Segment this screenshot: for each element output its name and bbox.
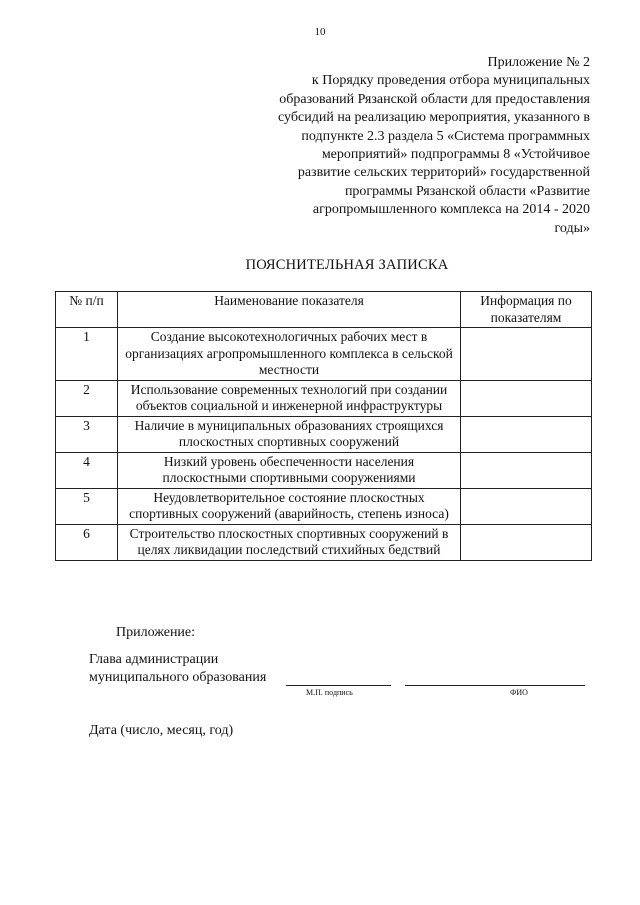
row-number: 6 <box>56 524 118 560</box>
row-name: Неудовлетворительное состояние плоскостных спортивных сооружений (аварийность, степень износа) <box>118 488 461 524</box>
row-number: 3 <box>56 416 118 452</box>
table-row <box>56 328 592 381</box>
row-info <box>461 452 592 488</box>
date-label: Дата (число, месяц, год) <box>89 723 234 738</box>
signature-title-line2: муниципального образования <box>89 670 267 685</box>
appendix-line: программы Рязанской области «Развитие <box>344 183 590 199</box>
table-header-row <box>56 292 592 328</box>
appendix-line: годы» <box>554 220 590 236</box>
row-number: 1 <box>56 328 118 381</box>
row-number: 5 <box>56 488 118 524</box>
indicators-table <box>55 291 592 561</box>
row-number: 2 <box>56 380 118 416</box>
row-info <box>461 416 592 452</box>
table-row <box>56 488 592 524</box>
table-row <box>56 524 592 560</box>
name-line <box>405 671 585 686</box>
row-info <box>461 524 592 560</box>
name-caption: ФИО <box>510 688 528 697</box>
signature-caption: М.П. подпись <box>306 688 353 697</box>
row-name: Низкий уровень обеспеченности населения плоскостными спортивными сооружениями <box>118 452 461 488</box>
appendix-line: развитие сельских территорий» государственной <box>297 165 590 181</box>
table-row <box>56 416 592 452</box>
row-info <box>461 380 592 416</box>
document-title: ПОЯСНИТЕЛЬНАЯ ЗАПИСКА <box>245 257 449 273</box>
row-info <box>461 328 592 381</box>
appendix-line: мероприятий» подпрограммы 8 «Устойчивое <box>321 147 590 163</box>
table-row <box>56 380 592 416</box>
appendix-line: подпункте 2.3 раздела 5 «Система программных <box>301 128 590 144</box>
attachment-label: Приложение: <box>116 625 196 640</box>
header-number: № п/п <box>56 292 118 328</box>
appendix-line: агропромышленного комплекса на 2014 - 2020 <box>312 202 590 218</box>
appendix-line: Приложение № 2 <box>487 55 590 70</box>
appendix-line: субсидий на реализацию мероприятия, указанного в <box>278 110 590 126</box>
table-row <box>56 452 592 488</box>
row-name: Использование современных технологий при создании объектов социальной и инженерной инфраструктуры <box>118 380 461 416</box>
appendix-line: образований Рязанской области для предоставления <box>279 91 590 107</box>
appendix-line: к Порядку проведения отбора муниципальных <box>311 73 590 89</box>
page-number: 10 <box>314 26 326 38</box>
appendix-header <box>230 54 590 238</box>
row-info <box>461 488 592 524</box>
row-name: Наличие в муниципальных образованиях строящихся плоскостных спортивных сооружений <box>118 416 461 452</box>
signature-line <box>286 671 391 686</box>
signature-title-line1: Глава администрации <box>89 652 219 667</box>
row-number: 4 <box>56 452 118 488</box>
header-name: Наименование показателя <box>118 292 461 328</box>
row-name: Строительство плоскостных спортивных сооружений в целях ликвидации последствий стихийных бедствий <box>118 524 461 560</box>
row-name: Создание высокотехнологичных рабочих мест в организациях агропромышленного комплекса в сельской местности <box>118 328 461 381</box>
header-info: Информация по показателям <box>461 292 592 328</box>
